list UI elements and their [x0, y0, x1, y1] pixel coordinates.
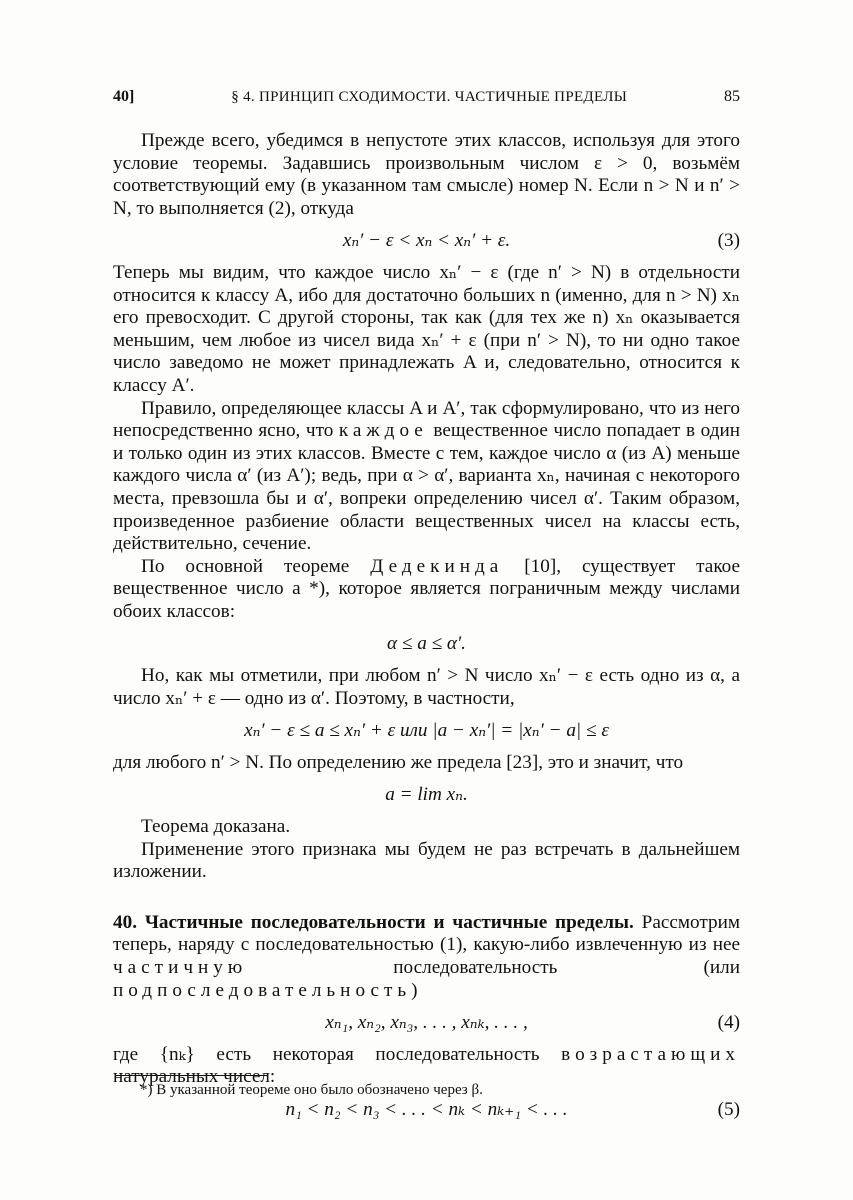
formula-3-number: (3) [717, 230, 740, 252]
paragraph-4 [113, 556, 740, 624]
paragraph-2: Теперь мы видим, что каждое число xₙ′ − ε (где n′ > N) в отдельности относится к классу A, ибо для достаточно больших n (именно, для n > N) xₙ его превосходит. С другой стороны, так как (для тех же n) xₙ оказывается меньшим, чем любое из чисел вида xₙ′ + ε (при n′ > N), то ни одно такое число заведомо не может принадлежать A и, следовательно, относится к классу A′. [113, 261, 740, 396]
section-40-spaced-b: подпоследовательность [113, 979, 412, 1001]
formula-abs-text: xₙ′ − ε ≤ a ≤ xₙ′ + ε или |a − xₙ′| = |xₙ′ − a| ≤ ε [244, 720, 609, 742]
formula-limit-text: a = lim xₙ. [385, 784, 468, 806]
section-40-text-b: последовательность (или [247, 957, 740, 978]
section-40-spaced-a: частичную [113, 957, 248, 978]
running-title: § 4. ПРИНЦИП СХОДИМОСТИ. ЧАСТИЧНЫЕ ПРЕДЕЛЫ [231, 89, 628, 105]
paragraph-3-spaced: каждое [338, 420, 428, 442]
formula-4 [113, 1012, 740, 1035]
page-number: 85 [724, 88, 740, 105]
theorem-proved: Теорема доказана. [141, 816, 291, 838]
formula-5 [113, 1099, 740, 1122]
formula-3 [113, 230, 740, 253]
section-40-number: 40. [113, 911, 137, 933]
paragraph-3-part-c: вещественное число попадает в один и только один из этих классов. Вместе с тем, каждое число α (из A) меньше каждого числа α′ (из A′); ведь, при α > α′, варианта xₙ, начиная с некоторого места, превзошла бы и α′, вопреки определению чисел α′. Таким образом, произведенное разбиение области вещественных чисел на классы есть, действительно, сечение. [113, 420, 740, 555]
paragraph-8: Применение этого признака мы будем не раз встречать в дальнейшем изложении. [113, 838, 740, 883]
formula-bounds [113, 633, 740, 656]
paragraph-4-spaced: Дедекинда [370, 555, 504, 577]
page-body [113, 130, 740, 1131]
formula-3-text: xₙ′ − ε < xₙ < xₙ′ + ε. [342, 230, 511, 252]
formula-bounds-text: α ≤ a ≤ α′. [387, 633, 466, 655]
paragraph-5: Но, как мы отметили, при любом n′ > N число xₙ′ − ε есть одно из α, а число xₙ′ + ε — одно из α′. Поэтому, в частности, [113, 665, 740, 709]
footnote-rule [116, 1075, 268, 1076]
formula-4-number: (4) [717, 1012, 740, 1034]
paragraph-6: для любого n′ > N. По определению же предела [23], это и значит, что [113, 751, 684, 773]
formula-abs [113, 720, 740, 743]
formula-4-text: xₙ₁, xₙ₂, xₙ₃, . . . , xₙₖ, . . . , [325, 1012, 528, 1034]
running-header [113, 88, 740, 106]
footnote: *) В указанной теореме оно было обозначено через β. [140, 1082, 483, 1098]
section-40 [113, 912, 740, 1002]
formula-5-text: n₁ < n₂ < n₃ < . . . < nₖ < nₖ₊₁ < . . . [285, 1098, 568, 1120]
paragraph-4-part-a: По основной теореме [141, 555, 371, 577]
paragraph-3-part-a: Правило, определяющее классы A и A′, так сформулировано, что из него непосредственно ясно, что [113, 397, 740, 442]
section-ref: 40] [113, 88, 135, 105]
formula-limit [113, 784, 740, 807]
formula-5-number: (5) [717, 1098, 740, 1120]
paragraph-9-spaced: возрастающих [561, 1043, 740, 1065]
paragraph-9-part-c: натуральных чисел: [113, 1066, 276, 1088]
paragraph-4-part-c: [10], существует такое вещественное число a *), которое является пограничным между числами обоих классов: [113, 555, 741, 622]
section-gap [113, 884, 740, 912]
section-40-title: Частичные последовательности и частичные пределы. [144, 911, 634, 933]
paragraph-3 [113, 398, 740, 556]
section-40-text-a: Рассмотрим теперь, наряду с последовательностью (1), какую-либо извлеченную из нее [113, 911, 740, 956]
section-40-text-c: ) [411, 979, 418, 1001]
paragraph-1: Прежде всего, убедимся в непустоте этих классов, используя для этого условие теоремы. Задавшись произвольным числом ε > 0, возьмём соответствующий ему (в указанном там смысле) номер N. Если n > N и n′ > N, то выполняется (2), откуда [113, 130, 740, 219]
paragraph-9-part-a: где {nₖ} есть некоторая последовательность [113, 1043, 562, 1065]
